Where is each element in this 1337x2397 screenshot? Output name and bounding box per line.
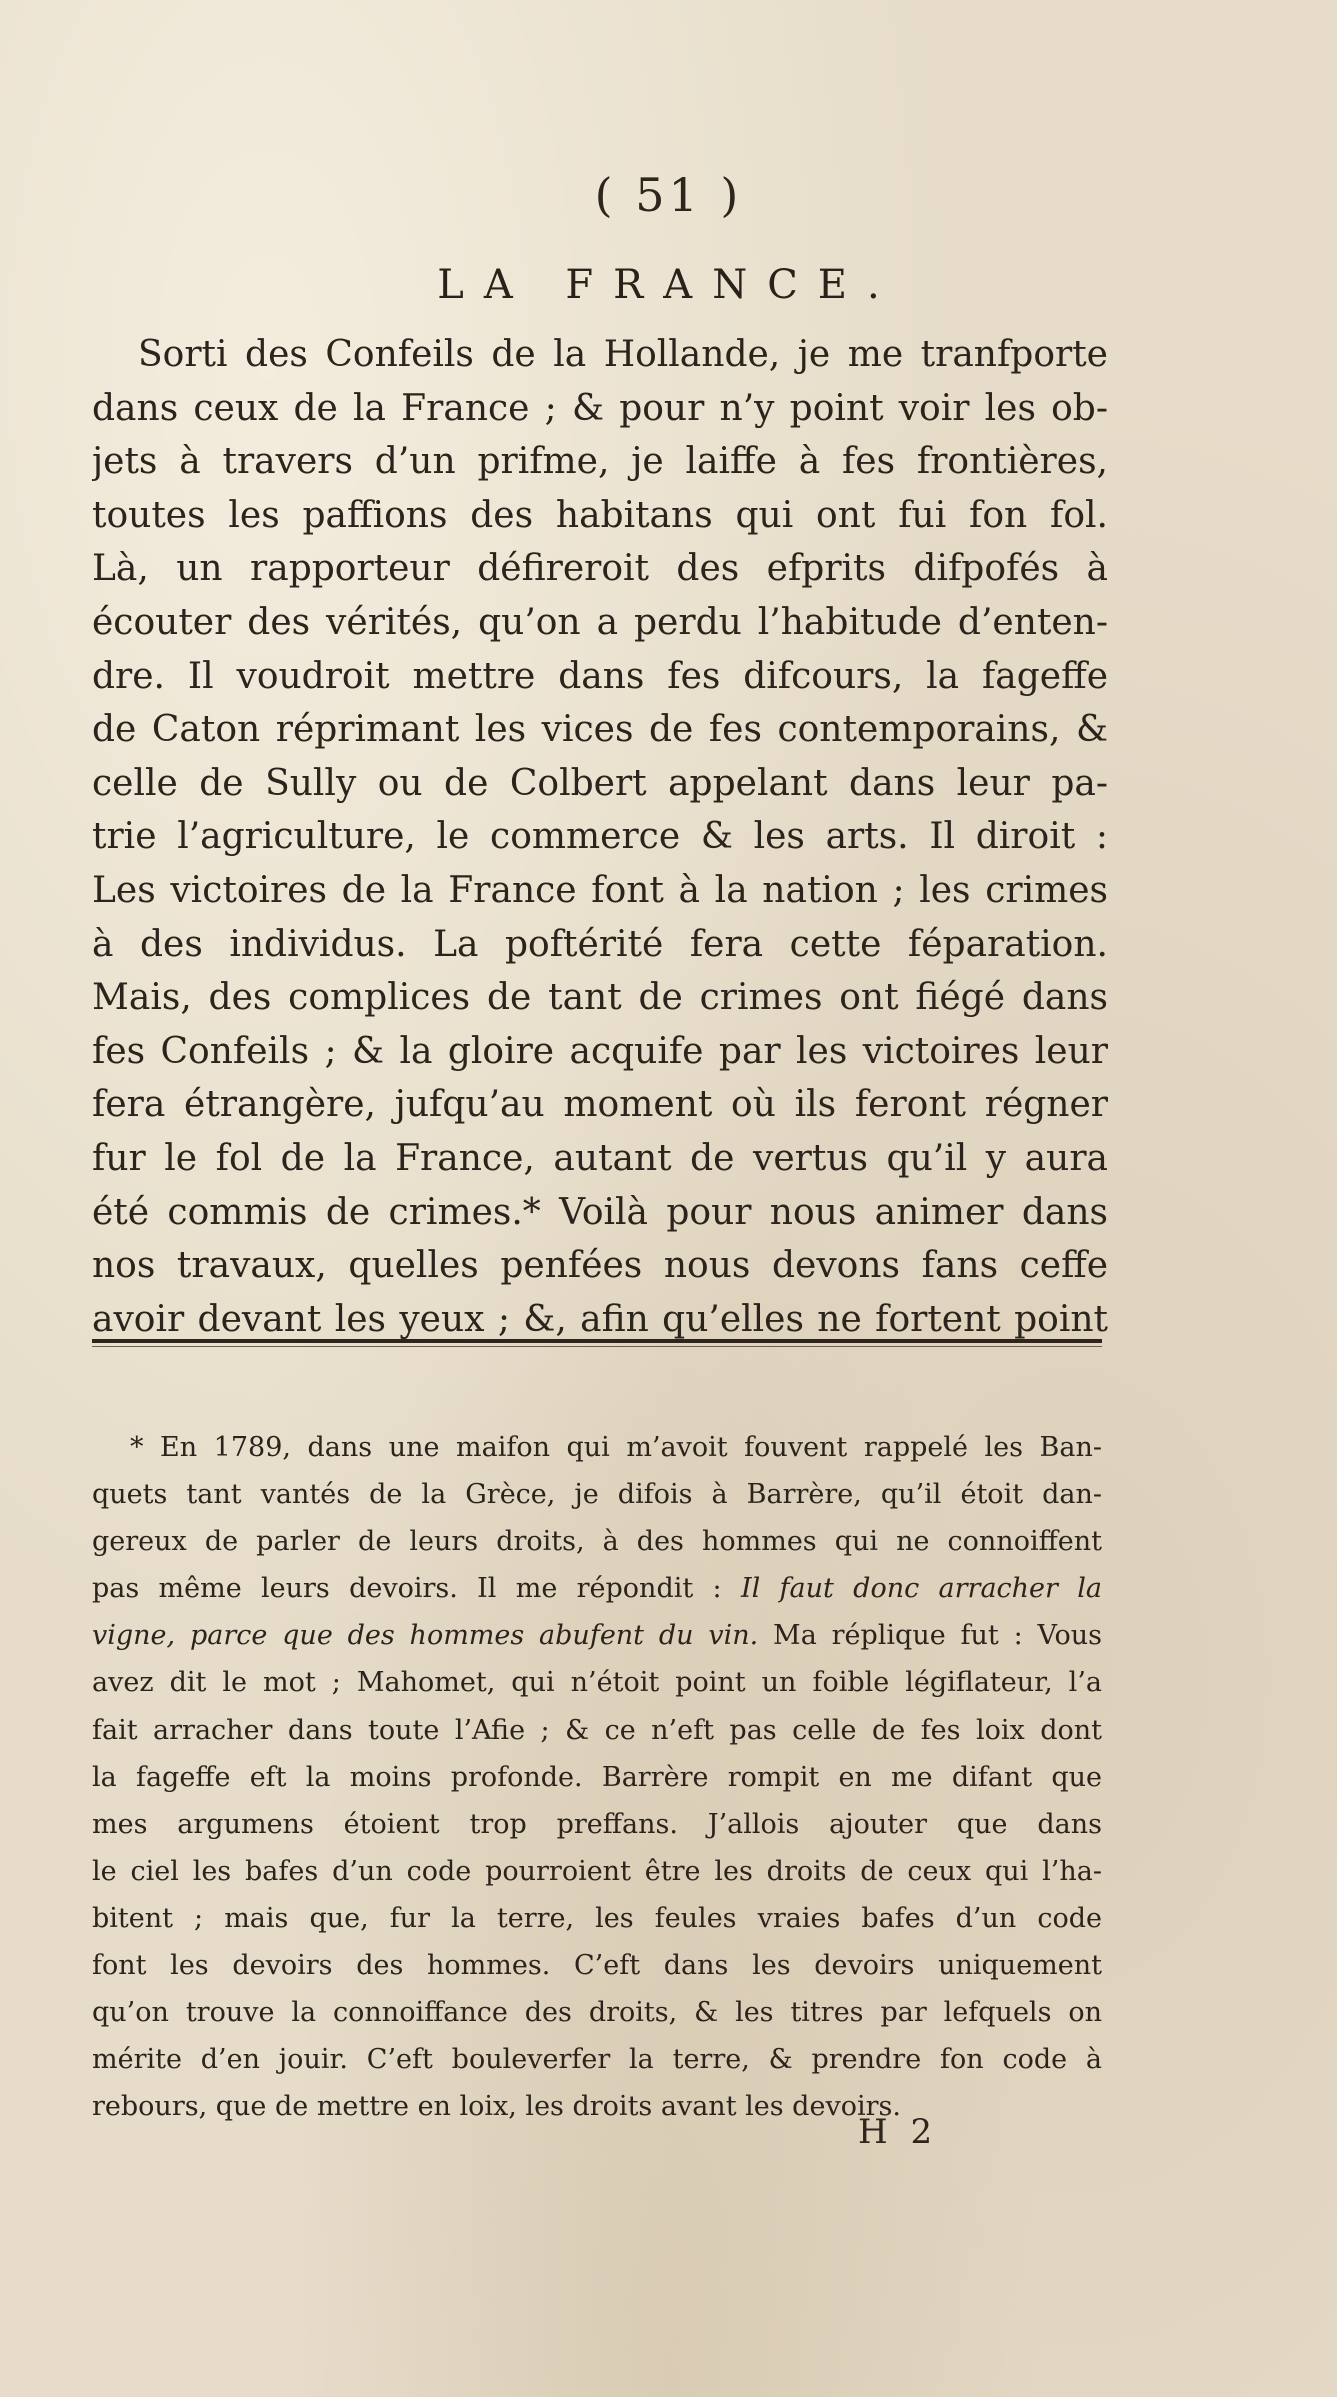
text-line: Mais, des complices de tant de crimes ont fiégé dans	[92, 977, 1108, 1019]
text-line: celle de Sully ou de Colbert appelant dans leur pa-	[92, 762, 1108, 804]
footnote-line: avez dit le mot ; Mahomet, qui n’étoit point un foible légiflateur, l’a	[92, 1667, 1102, 1699]
footnote-line: * En 1789, dans une maifon qui m’avoit fouvent rappelé les Ban-	[130, 1432, 1102, 1463]
footnote-line: la fageffe eft la moins profonde. Barrère rompit en me difant que	[92, 1761, 1102, 1793]
text-line: fur le fol de la France, autant de vertus qu’il y aura	[92, 1137, 1108, 1179]
footnote	[92, 1424, 1102, 2130]
footnote-divider	[92, 1339, 1102, 1343]
text-line: de Caton réprimant les vices de fes contemporains, &	[92, 709, 1108, 751]
text-line: écouter des vérités, qu’on a perdu l’habitude d’enten-	[92, 601, 1108, 643]
footnote-quote: vigne, parce que des hommes abufent du vin.	[92, 1620, 759, 1652]
text-line: trie l’agriculture, le commerce & les arts. Il diroit :	[92, 816, 1108, 858]
footnote-line: rebours, que de mettre en loix, les droits avant les devoirs.	[92, 2091, 901, 2123]
section-title: LA FRANCE.	[437, 262, 900, 308]
signature-mark: H 2	[858, 2112, 939, 2152]
text-line: fera étrangère, jufqu’au moment où ils feront régner	[92, 1084, 1108, 1126]
text-line: été commis de crimes.* Voilà pour nous animer dans	[92, 1191, 1108, 1233]
footnote-line: bitent ; mais que, fur la terre, les feules vraies bafes d’un code	[92, 1902, 1102, 1934]
footnote-line: quets tant vantés de la Grèce, je difois à Barrère, qu’il étoit dan-	[92, 1479, 1102, 1511]
footnote-line: mérite d’en jouir. C’eft bouleverfer la terre, & prendre fon code à	[92, 2044, 1102, 2076]
main-text	[92, 328, 1108, 1346]
text-line: à des individus. La poftérité fera cette féparation.	[92, 923, 1108, 965]
text-line: jets à travers d’un prifme, je laiffe à fes frontières,	[92, 441, 1108, 483]
footnote-line: qu’on trouve la connoiffance des droits, & les titres par lefquels on	[92, 1997, 1102, 2029]
text-line: Les victoires de la France font à la nation ; les crimes	[92, 869, 1108, 911]
text-line: dans ceux de la France ; & pour n’y point voir les ob-	[92, 387, 1108, 429]
footnote-line-text: Ma réplique fut : Vous	[773, 1620, 1102, 1652]
footnote-line: fait arracher dans toute l’Afie ; & ce n’eft pas celle de fes loix dont	[92, 1714, 1102, 1746]
text-line: fes Confeils ; & la gloire acquife par les victoires leur	[92, 1030, 1108, 1072]
footnote-line: le ciel les bafes d’un code pourroient être les droits de ceux qui l’ha-	[92, 1855, 1102, 1887]
footnote-line: mes argumens étoient trop preffans. J’allois ajouter que dans	[92, 1808, 1102, 1840]
footnote-line: gereux de parler de leurs droits, à des hommes qui ne connoiffent	[92, 1526, 1102, 1558]
footnote-line: font les devoirs des hommes. C’eft dans les devoirs uniquement	[92, 1950, 1102, 1982]
text-line: dre. Il voudroit mettre dans fes difcours, la fageffe	[92, 655, 1108, 697]
footnote-line-text: pas même leurs devoirs. Il me répondit :	[92, 1573, 722, 1605]
footnote-quote: Il faut donc arracher la	[740, 1573, 1102, 1605]
footnote-divider-thin	[92, 1346, 1102, 1347]
text-line: avoir devant les yeux ; &, afin qu’elles ne fortent point	[92, 1298, 1108, 1340]
page-number: ( 51 )	[594, 168, 743, 222]
text-line: toutes les paffions des habitans qui ont fui fon fol.	[92, 494, 1108, 536]
footnote-line	[92, 1612, 1102, 1659]
text-line: Sorti des Confeils de la Hollande, je me tranfporte	[138, 334, 1108, 375]
text-line: nos travaux, quelles penfées nous devons fans ceffe	[92, 1245, 1108, 1287]
footnote-line	[92, 1565, 1102, 1612]
text-line: Là, un rapporteur défireroit des efprits difpofés à	[92, 548, 1108, 590]
